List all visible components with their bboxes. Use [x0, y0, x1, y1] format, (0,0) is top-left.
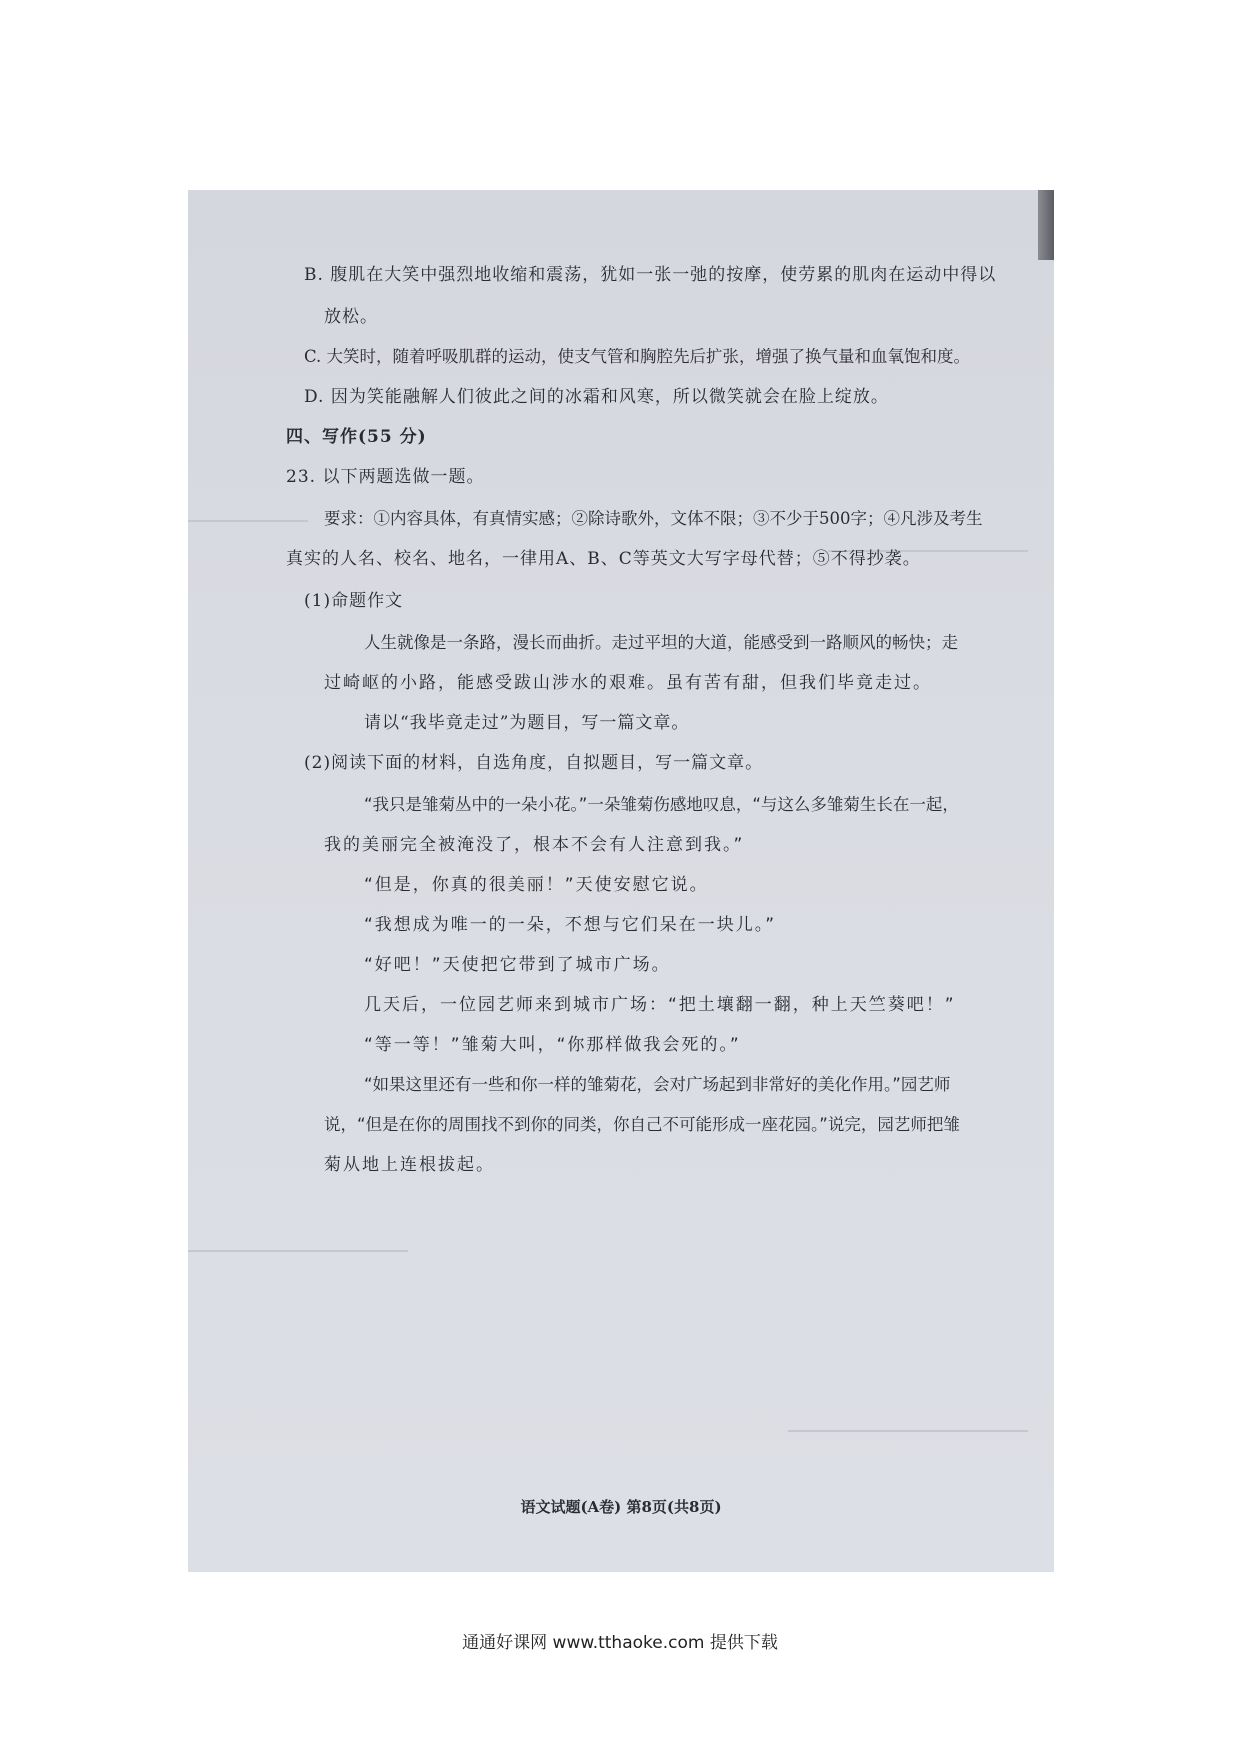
- material-line-5: “好吧！”天使把它带到了城市广场。: [364, 955, 671, 975]
- section-heading-writing: 四、写作(55 分): [286, 427, 427, 447]
- material-line-2: 我的美丽完全被淹没了，根本不会有人注意到我。”: [324, 835, 745, 855]
- requirements-line-1: 要求：①内容具体，有真情实感；②除诗歌外，文体不限；③不少于500字；④凡涉及考生: [324, 509, 983, 528]
- bleed-through-line: [188, 520, 308, 522]
- topic-1-prompt-line-2: 过崎岖的小路，能感受跋山涉水的艰难。虽有苦有甜，但我们毕竟走过。: [324, 673, 932, 693]
- bleed-through-line: [188, 1250, 408, 1252]
- option-d: D. 因为笑能融解人们彼此之间的冰霜和风寒，所以微笑就会在脸上绽放。: [304, 387, 889, 407]
- bleed-through-line: [788, 1430, 1028, 1432]
- topic-1-prompt-line-1: 人生就像是一条路，漫长而曲折。走过平坦的大道，能感受到一路顺风的畅快；走: [364, 633, 958, 652]
- material-line-6: 几天后，一位园艺师来到城市广场：“把土壤翻一翻，种上天竺葵吧！”: [364, 995, 956, 1015]
- question-23: 23. 以下两题选做一题。: [286, 467, 485, 487]
- material-line-9: 说，“但是在你的周围找不到你的同类，你自己不可能形成一座花园。”说完，园艺师把雏: [324, 1115, 960, 1134]
- option-b-line-1: B. 腹肌在大笑中强烈地收缩和震荡，犹如一张一弛的按摩，使劳累的肌肉在运动中得以: [304, 265, 997, 285]
- topic-1-instruction: 请以“我毕竟走过”为题目，写一篇文章。: [364, 713, 690, 733]
- page-footer: 语文试题(A卷) 第8页(共8页): [520, 1498, 722, 1516]
- requirements-line-2: 真实的人名、校名、地名，一律用A、B、C等英文大写字母代替；⑤不得抄袭。: [286, 549, 921, 569]
- material-line-8: “如果这里还有一些和你一样的雏菊花，会对广场起到非常好的美化作用。”园艺师: [364, 1075, 951, 1094]
- download-watermark: 通通好课网 www.tthaoke.com 提供下载: [462, 1633, 778, 1653]
- material-line-7: “等一等！”雏菊大叫，“你那样做我会死的。”: [364, 1035, 741, 1055]
- topic-1-heading: (1)命题作文: [304, 591, 404, 611]
- option-b-line-2: 放松。: [324, 307, 378, 327]
- material-line-1: “我只是雏菊丛中的一朵小花。”一朵雏菊伤感地叹息，“与这么多雏菊生长在一起，: [364, 795, 959, 814]
- option-c: C. 大笑时，随着呼吸肌群的运动，使支气管和胸腔先后扩张，增强了换气量和血氧饱和度。: [304, 347, 971, 366]
- material-line-4: “我想成为唯一的一朵，不想与它们呆在一块儿。”: [364, 915, 777, 935]
- topic-2-heading: (2)阅读下面的材料，自选角度，自拟题目，写一篇文章。: [304, 753, 764, 773]
- photographed-exam-page: [188, 190, 1054, 1572]
- material-line-3: “但是，你真的很美丽！”天使安慰它说。: [364, 875, 709, 895]
- material-line-10: 菊从地上连根拔起。: [324, 1155, 495, 1175]
